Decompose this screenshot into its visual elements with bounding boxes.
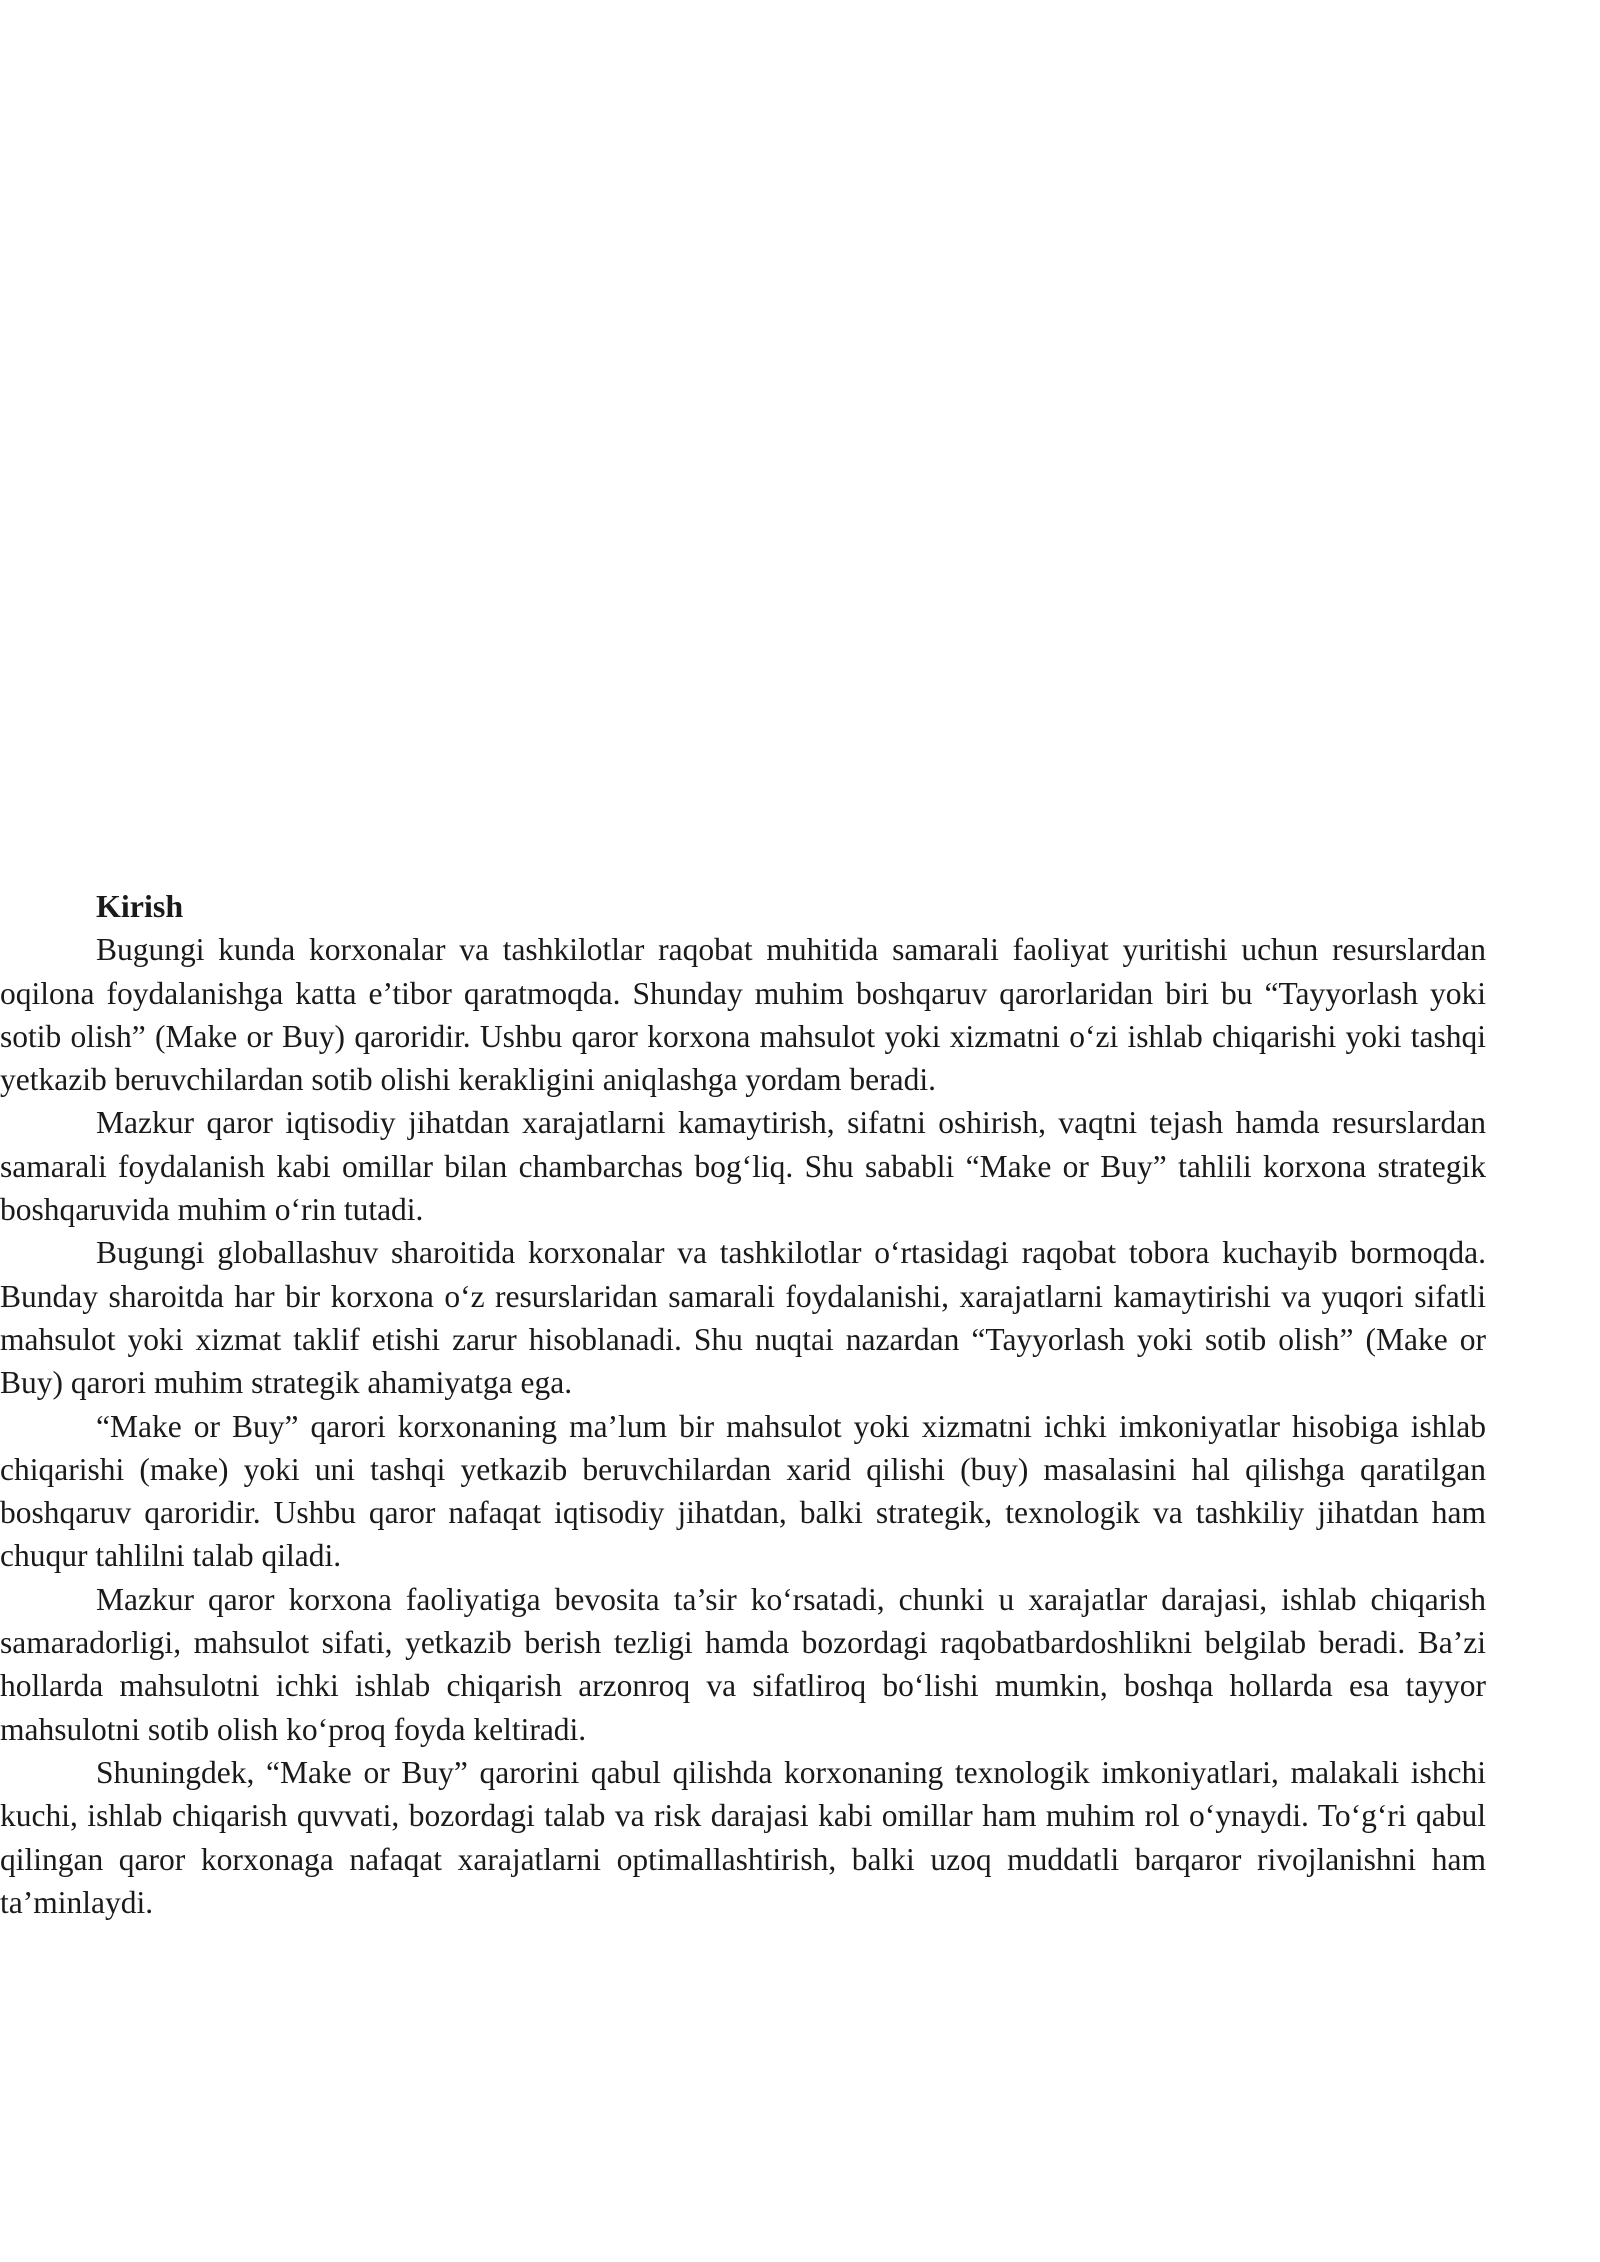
paragraph-4: “Make or Buy” qarori korxonaning ma’lum bir mahsulot yoki xizmatni ichki imkoniyatlar hisobiga ishlab chiqarishi (make) yoki uni tashqi yetkazib beruvchilardan xarid qilishi (buy) masalasini hal qilishga qaratilgan boshqaruv qaroridir. Ushbu qaror nafaqat iqtisodiy jihatdan, balki strategik, texnologik va tashkiliy jihatdan ham chuqur tahlilni talab qiladi. [0,1408,1486,1574]
paragraph-1: Bugungi kunda korxonalar va tashkilotlar raqobat muhitida samarali faoliyat yuritishi uchun resurslardan oqilona foydalanishga katta e’tibor qaratmoqda. Shunday muhim boshqaruv qarorlaridan biri bu “Tayyorlash yoki sotib olish” (Make or Buy) qaroridir. Ushbu qaror korxona mahsulot yoki xizmatni o‘zi ishlab chiqarishi yoki tashqi yetkazib beruvchilardan sotib olishi kerakligini aniqlashga yordam beradi. [0,932,1486,1098]
section-heading: Kirish [96,888,184,924]
document-body [0,885,1486,1924]
paragraph-5: Mazkur qaror korxona faoliyatiga bevosita ta’sir ko‘rsatadi, chunki u xarajatlar darajasi, ishlab chiqarish samaradorligi, mahsulot sifati, yetkazib berish tezligi hamda bozordagi raqobatbardoshlikni belgilab beradi. Ba’zi hollarda mahsulotni ichki ishlab chiqarish arzonroq va sifatliroq bo‘lishi mumkin, boshqa hollarda esa tayyor mahsulotni sotib olish ko‘proq foyda keltiradi. [0,1581,1486,1747]
paragraph-6: Shuningdek, “Make or Buy” qarorini qabul qilishda korxonaning texnologik imkoniyatlari, malakali ishchi kuchi, ishlab chiqarish quvvati, bozordagi talab va risk darajasi kabi omillar ham muhim rol o‘ynaydi. To‘g‘ri qabul qilingan qaror korxonaga nafaqat xarajatlarni optimallashtirish, balki uzoq muddatli barqaror rivojlanishni ham ta’minlaydi. [0,1754,1486,1920]
paragraph-2: Mazkur qaror iqtisodiy jihatdan xarajatlarni kamaytirish, sifatni oshirish, vaqtni tejash hamda resurslardan samarali foydalanish kabi omillar bilan chambarchas bog‘liq. Shu sababli “Make or Buy” tahlili korxona strategik boshqaruvida muhim o‘rin tutadi. [0,1105,1486,1228]
paragraph-3: Bugungi globallashuv sharoitida korxonalar va tashkilotlar o‘rtasidagi raqobat tobora kuchayib bormoqda. Bunday sharoitda har bir korxona o‘z resurslaridan samarali foydalanishi, xarajatlarni kamaytirishi va yuqori sifatli mahsulot yoki xizmat taklif etishi zarur hisoblanadi. Shu nuqtai nazardan “Tayyorlash yoki sotib olish” (Make or Buy) qarori muhim strategik ahamiyatga ega. [0,1235,1486,1401]
